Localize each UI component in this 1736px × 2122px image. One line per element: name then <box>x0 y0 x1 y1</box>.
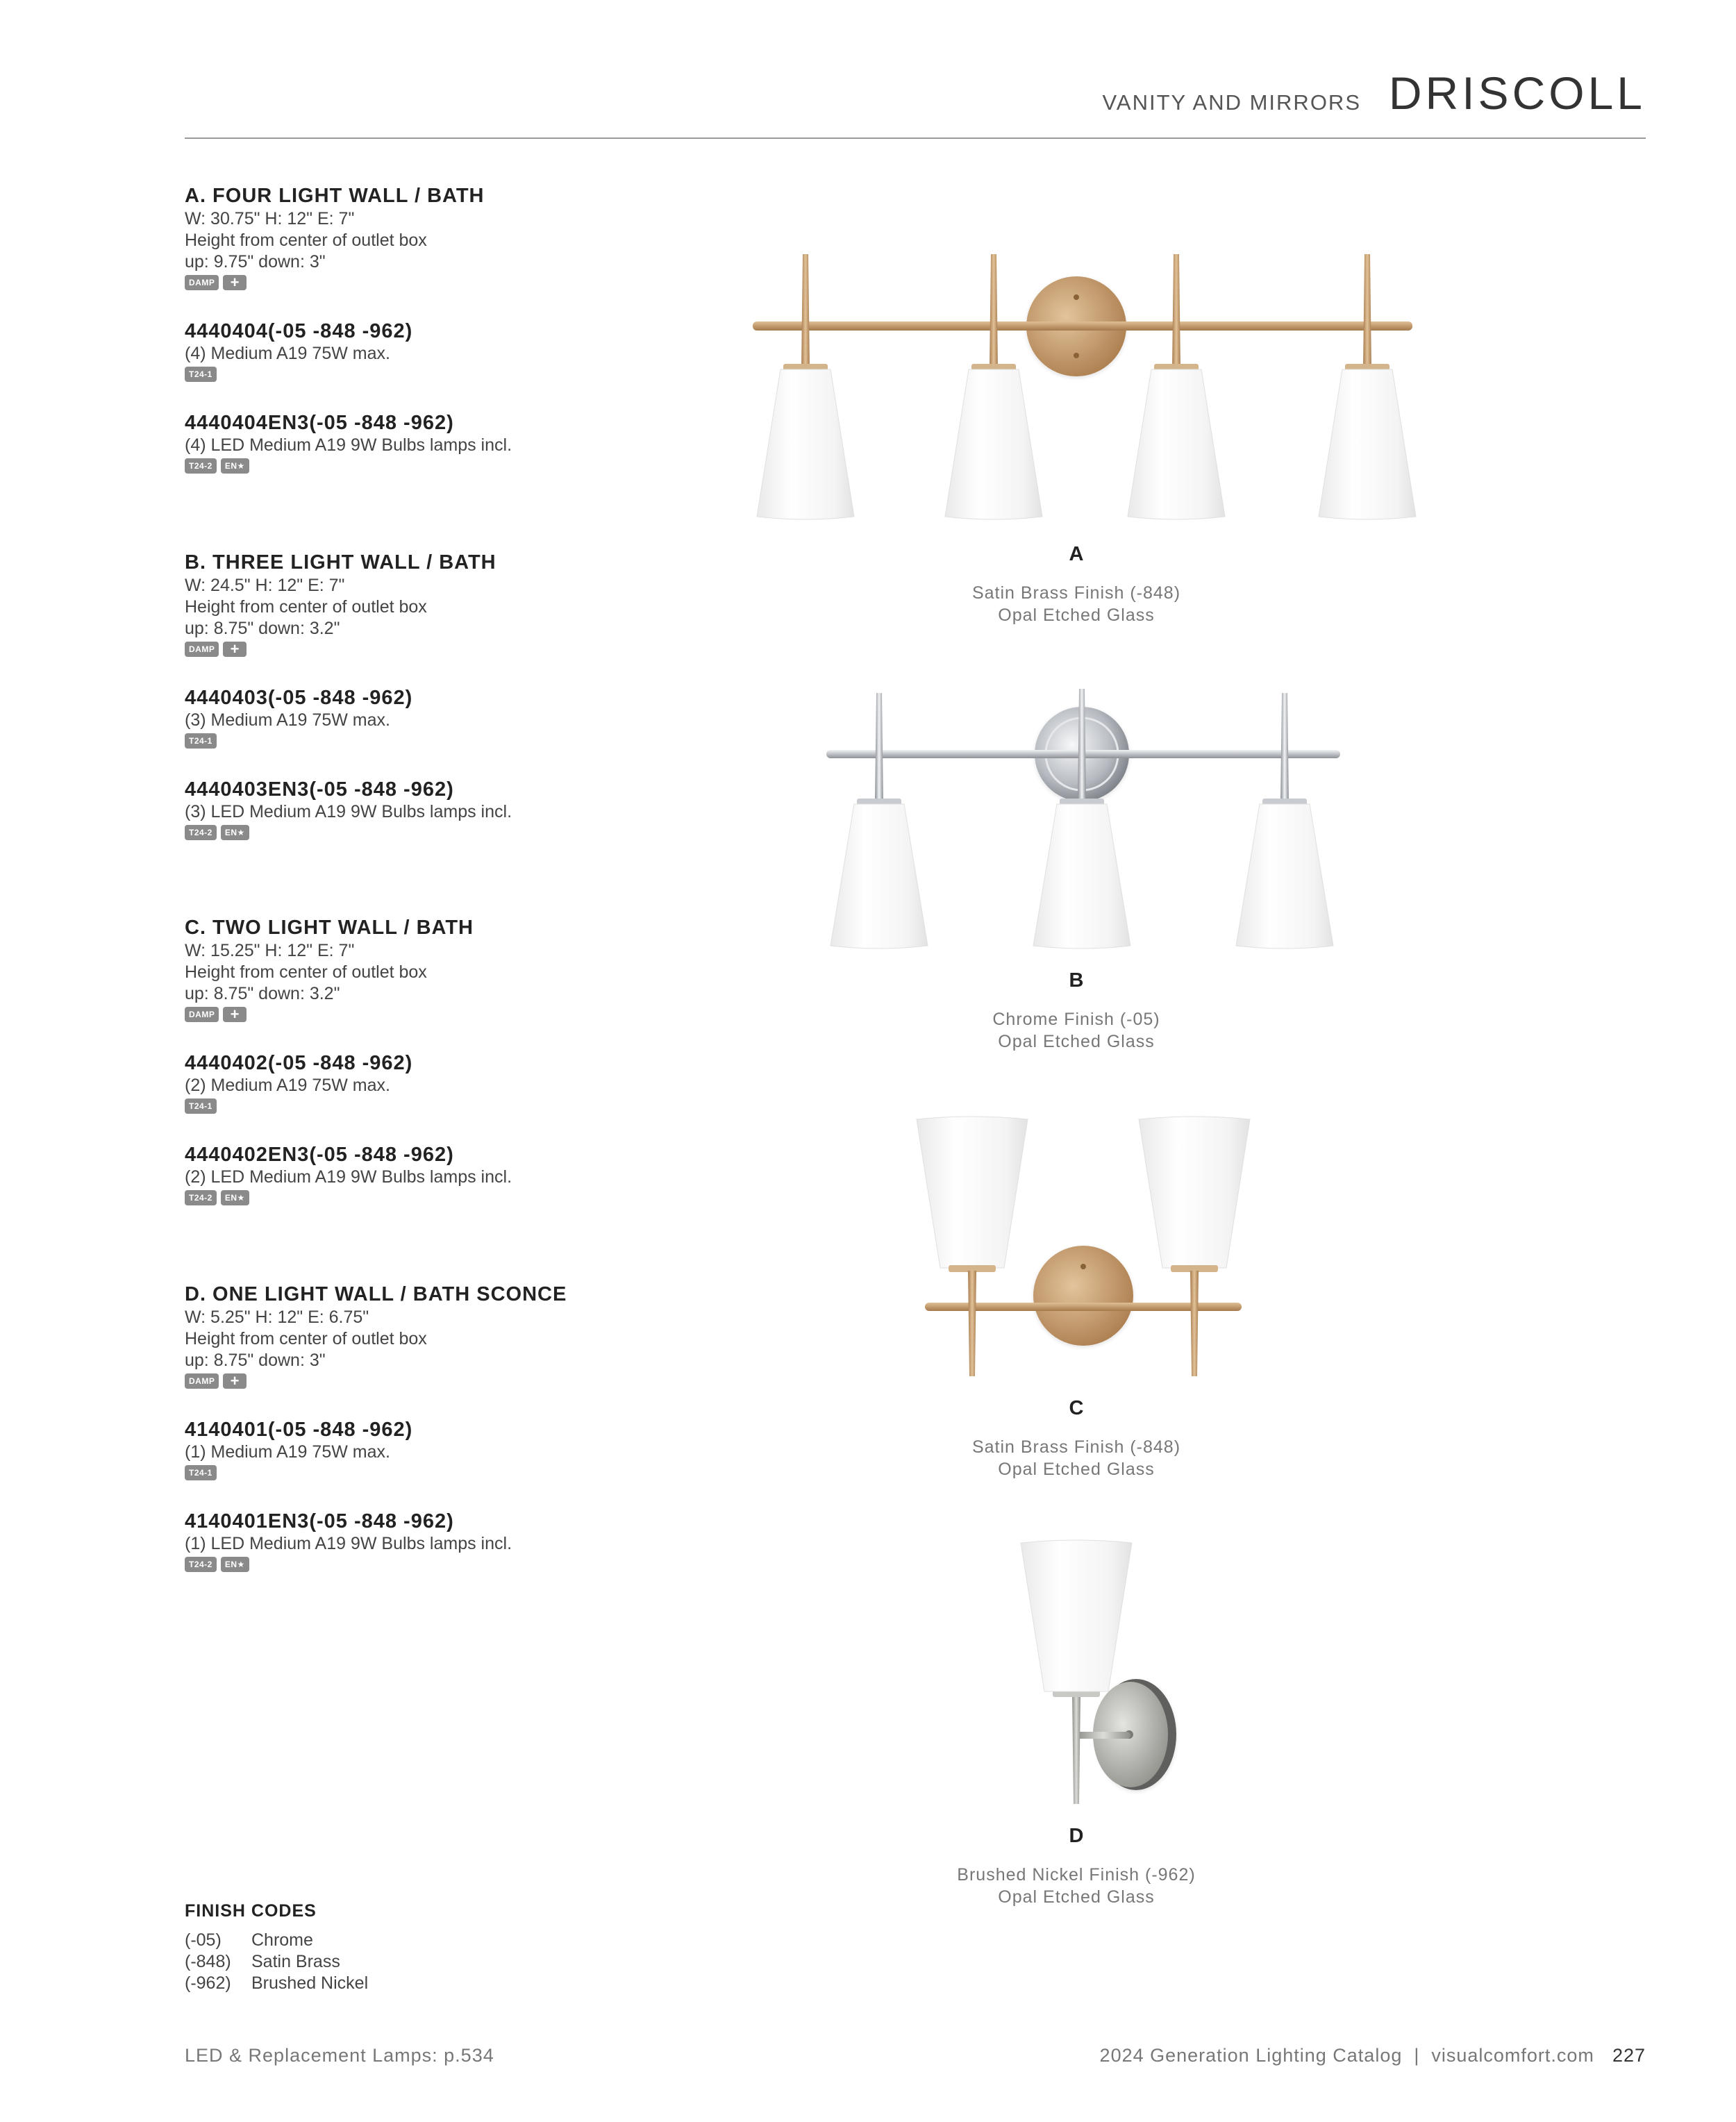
figure-caption <box>868 1008 1285 1053</box>
t24-badge: T24-1 <box>185 367 217 382</box>
model-number: 4140401EN3(-05 -848 -962) <box>185 1510 454 1532</box>
damp-badge: DAMP <box>185 642 219 657</box>
product-block-b <box>185 550 726 842</box>
fixture-image-c <box>903 1111 1264 1389</box>
damp-badge: DAMP <box>185 1373 219 1389</box>
t24-badge: T24-2 <box>185 1557 217 1572</box>
product-updown: up: 8.75" down: 3.2" <box>185 619 340 638</box>
finish-name: Chrome <box>251 1930 313 1950</box>
product-height-note: Height from center of outlet box <box>185 1329 427 1348</box>
product-height-note: Height from center of outlet box <box>185 597 427 617</box>
product-block-c <box>185 915 726 1207</box>
t24-badge: T24-2 <box>185 825 217 840</box>
plus-icon: + <box>223 275 247 290</box>
figure-caption <box>868 582 1285 626</box>
rating-badges <box>185 1373 726 1390</box>
model-number: 4440404(-05 -848 -962) <box>185 320 413 342</box>
product-updown: up: 8.75" down: 3.2" <box>185 984 340 1003</box>
t24-badge: T24-2 <box>185 458 217 474</box>
finish-code: (-962) <box>185 1973 231 1993</box>
t24-badge: T24-1 <box>185 733 217 749</box>
model-number: 4440404EN3(-05 -848 -962) <box>185 412 454 434</box>
damp-badge: DAMP <box>185 1007 219 1022</box>
model-entry <box>185 411 726 475</box>
product-block-a <box>185 183 726 475</box>
footer-lamps-reference: LED & Replacement Lamps: p.534 <box>185 2045 494 2066</box>
model-description: (4) LED Medium A19 9W Bulbs lamps incl. <box>185 435 512 455</box>
product-height-note: Height from center of outlet box <box>185 962 427 982</box>
model-description: (2) Medium A19 75W max. <box>185 1076 390 1095</box>
model-number: 4440402(-05 -848 -962) <box>185 1052 413 1074</box>
footer-catalog <box>1100 2045 1646 2066</box>
collection-title: DRISCOLL <box>1388 67 1646 119</box>
finish-code-row <box>185 1930 601 1951</box>
figure-caption <box>868 1436 1285 1480</box>
finish-code: (-848) <box>185 1952 231 1971</box>
product-dimensions: W: 24.5" H: 12" E: 7" <box>185 576 345 595</box>
model-entry <box>185 686 726 750</box>
energy-star-badge: EN★ <box>221 458 249 474</box>
model-description: (1) Medium A19 75W max. <box>185 1442 390 1462</box>
plus-icon: + <box>223 1007 247 1022</box>
model-entry <box>185 1418 726 1482</box>
glass-text: Opal Etched Glass <box>998 1032 1155 1051</box>
fixture-image-b <box>812 687 1354 951</box>
model-entry <box>185 778 726 842</box>
model-number: 4440403EN3(-05 -848 -962) <box>185 778 454 801</box>
energy-star-badge: EN★ <box>221 1557 249 1572</box>
model-entry <box>185 1510 726 1573</box>
finish-text: Satin Brass Finish (-848) <box>971 583 1181 603</box>
finish-code: (-05) <box>185 1930 222 1950</box>
finish-text: Brushed Nickel Finish (-962) <box>957 1865 1196 1885</box>
model-number: 4440403(-05 -848 -962) <box>185 687 413 709</box>
finish-name: Brushed Nickel <box>251 1973 369 1993</box>
figure-letter: A <box>1069 543 1084 565</box>
model-entry <box>185 319 726 383</box>
model-description: (1) LED Medium A19 9W Bulbs lamps incl. <box>185 1534 512 1553</box>
glass-text: Opal Etched Glass <box>998 1887 1155 1907</box>
finish-name: Satin Brass <box>251 1952 340 1971</box>
product-updown: up: 9.75" down: 3" <box>185 252 326 271</box>
figure-letter: B <box>1069 969 1084 992</box>
model-description: (4) Medium A19 75W max. <box>185 344 390 363</box>
product-title: C. TWO LIGHT WALL / BATH <box>185 917 474 939</box>
finish-code-row <box>185 1973 601 1994</box>
damp-badge: DAMP <box>185 275 219 290</box>
section-label: VANITY AND MIRRORS <box>1102 90 1361 115</box>
plus-icon: + <box>223 1373 247 1389</box>
finish-text: Satin Brass Finish (-848) <box>971 1437 1181 1457</box>
finish-code-row <box>185 1951 601 1973</box>
model-entry <box>185 1143 726 1207</box>
figure-letter: C <box>1069 1397 1084 1419</box>
finish-codes <box>185 1901 601 1994</box>
rating-badges <box>185 275 726 292</box>
rating-badges <box>185 642 726 658</box>
model-description: (2) LED Medium A19 9W Bulbs lamps incl. <box>185 1167 512 1187</box>
glass-text: Opal Etched Glass <box>998 605 1155 625</box>
product-title: D. ONE LIGHT WALL / BATH SCONCE <box>185 1283 567 1305</box>
model-number: 4140401(-05 -848 -962) <box>185 1419 413 1441</box>
finish-codes-title: FINISH CODES <box>185 1901 317 1921</box>
product-height-note: Height from center of outlet box <box>185 231 427 250</box>
t24-badge: T24-1 <box>185 1098 217 1114</box>
product-dimensions: W: 5.25" H: 12" E: 6.75" <box>185 1308 369 1327</box>
rating-badges <box>185 1007 726 1024</box>
page-header <box>185 62 1646 139</box>
page-number: 227 <box>1612 2045 1646 2066</box>
product-dimensions: W: 15.25" H: 12" E: 7" <box>185 941 355 960</box>
product-dimensions: W: 30.75" H: 12" E: 7" <box>185 209 355 228</box>
energy-star-badge: EN★ <box>221 1190 249 1205</box>
product-updown: up: 8.75" down: 3" <box>185 1351 326 1370</box>
energy-star-badge: EN★ <box>221 825 249 840</box>
plus-icon: + <box>223 642 247 657</box>
t24-badge: T24-2 <box>185 1190 217 1205</box>
product-title: A. FOUR LIGHT WALL / BATH <box>185 185 485 207</box>
catalog-name: 2024 Generation Lighting Catalog | visualcomfort.com <box>1099 2045 1594 2066</box>
model-description: (3) LED Medium A19 9W Bulbs lamps incl. <box>185 802 512 821</box>
fixture-image-d <box>1000 1535 1194 1812</box>
finish-text: Chrome Finish (-05) <box>992 1010 1160 1029</box>
model-description: (3) Medium A19 75W max. <box>185 710 390 730</box>
glass-text: Opal Etched Glass <box>998 1460 1155 1479</box>
model-entry <box>185 1051 726 1115</box>
figure-caption <box>868 1864 1285 1908</box>
product-block-d <box>185 1282 726 1573</box>
product-title: B. THREE LIGHT WALL / BATH <box>185 551 496 574</box>
model-number: 4440402EN3(-05 -848 -962) <box>185 1144 454 1166</box>
t24-badge: T24-1 <box>185 1465 217 1480</box>
figure-letter: D <box>1069 1825 1084 1847</box>
fixture-image-a <box>736 250 1430 528</box>
